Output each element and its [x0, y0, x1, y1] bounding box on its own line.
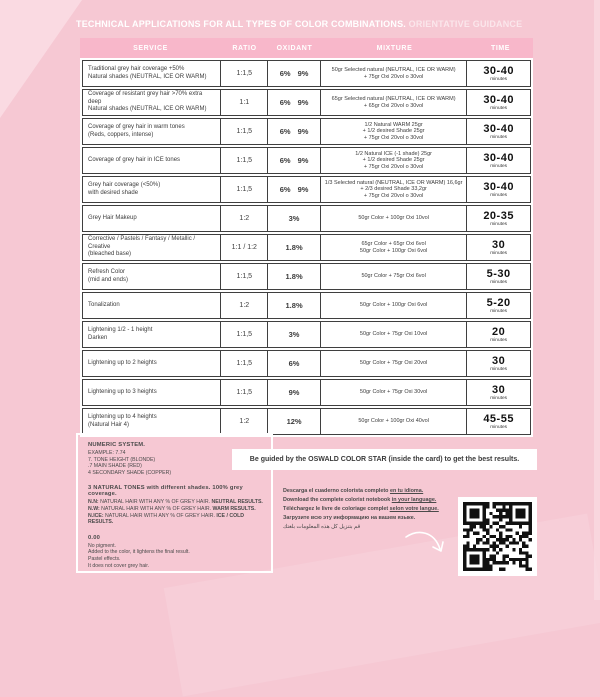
zero-pigment-line: It does not cover grey hair. — [88, 562, 150, 569]
ratio-cell: 1:2 — [221, 409, 268, 434]
oxidant-cell — [268, 322, 321, 347]
page-title — [76, 19, 546, 29]
oxidant-value: 9% — [297, 127, 309, 136]
service-text: (bleached base) — [88, 251, 132, 258]
time-cell — [467, 322, 530, 347]
download-line: قم بتنزيل كل هذه المعلومات بلغتك — [283, 524, 361, 530]
time-unit: minutes — [490, 250, 508, 256]
service-cell — [83, 351, 221, 376]
numeric-system-heading: NUMERIC SYSTEM. — [88, 442, 146, 448]
mixture-text: 1/3 Selected natural (NEUTRAL, ICE OR WARM) 16,6gr — [324, 179, 463, 186]
page-title-main: TECHNICAL APPLICATIONS FOR ALL TYPES OF COLOR COMBINATIONS. — [76, 19, 406, 29]
numeric-system-line: .7 MAIN SHADE (RED) — [88, 463, 142, 470]
table-row — [82, 205, 531, 232]
oxidant-cell — [268, 351, 321, 376]
table-row — [82, 350, 531, 377]
oxidant-value: 1.8% — [285, 243, 303, 252]
mixture-text: + 1/2 desired Shade 25gr — [362, 128, 425, 135]
time-unit: minutes — [490, 308, 508, 314]
time-value: 20 — [492, 325, 506, 338]
ratio-cell: 1:1,5 — [221, 148, 268, 173]
natural-tones-lines — [88, 499, 265, 525]
oxidant-value: 3% — [288, 330, 300, 339]
ratio-cell: 1:1 — [221, 90, 268, 115]
service-cell — [83, 90, 221, 115]
service-text: Coverage of grey hair in warm tones — [88, 124, 185, 130]
mixture-text: 50gr Color + 100gr Oxi 10vol — [358, 215, 429, 222]
oxidant-value: 6% — [279, 69, 291, 78]
oxidant-cell — [268, 264, 321, 289]
service-text: Natural shades (NEUTRAL, ICE OR WARM) — [88, 73, 207, 80]
time-cell — [467, 380, 530, 405]
ratio-cell: 1:1,5 — [221, 177, 268, 202]
mixture-text: 50gr Color + 75gr Oxi 20vol — [359, 360, 428, 367]
time-cell — [467, 148, 530, 173]
mixture-text: + 2/3 desired Shade 33,2gr — [360, 186, 427, 193]
oxidant-value: 9% — [297, 69, 309, 78]
time-unit: minutes — [490, 337, 508, 343]
natural-tones-heading: 3 NATURAL TONES with different shades. 100% grey coverage. — [88, 485, 243, 498]
service-text: (Natural Hair 4) — [88, 421, 130, 428]
ratio-cell: 1:1,5 — [221, 380, 268, 405]
time-cell — [467, 351, 530, 376]
ratio-cell: 1:1,5 — [221, 61, 268, 86]
time-value: 30-40 — [483, 180, 514, 193]
oxidant-cell — [268, 148, 321, 173]
numeric-system-line: 7. TONE HEIGHT (BLONDE) — [88, 456, 156, 463]
time-cell — [467, 177, 530, 202]
numeric-system-line: 4 SECONDARY SHADE (COPPER) — [88, 469, 172, 476]
mixture-cell — [321, 235, 467, 260]
table-row — [82, 60, 531, 87]
time-unit: minutes — [490, 395, 508, 401]
oxidant-value: 6% — [279, 156, 291, 165]
service-cell — [83, 409, 221, 434]
mixture-cell — [321, 351, 467, 376]
time-value: 30-40 — [483, 93, 514, 106]
numeric-system-line: EXAMPLE: 7.74 — [88, 450, 126, 456]
mixture-cell — [321, 322, 467, 347]
time-unit: minutes — [490, 163, 508, 169]
mixture-text: + 75gr Oxi 20vol o 30vol — [363, 163, 424, 170]
time-cell — [467, 206, 530, 231]
mixture-cell — [321, 61, 467, 86]
time-unit: minutes — [490, 221, 508, 227]
service-text: with desired shade — [88, 189, 139, 196]
ratio-cell: 1:1,5 — [221, 351, 268, 376]
mixture-text: 1/2 Natural WARM 25gr — [364, 121, 423, 128]
table-row — [82, 176, 531, 203]
ratio-cell: 1:2 — [221, 293, 268, 318]
table-row — [82, 292, 531, 319]
zero-pigment-line: Pastel effects. — [88, 555, 121, 562]
table-row — [82, 379, 531, 406]
oxidant-value: 1.8% — [285, 301, 303, 310]
time-cell — [467, 90, 530, 115]
service-cell — [83, 264, 221, 289]
natural-tone-line: N.ICE: NATURAL HAIR WITH ANY % OF GREY HAIR. ICE / COLD RESULTS. — [88, 512, 245, 526]
mixture-text: 50gr Selected natural (NEUTRAL, ICE OR WARM) — [331, 67, 456, 73]
download-instructions — [283, 487, 455, 532]
service-text: Refresh Color — [88, 269, 126, 275]
time-unit: minutes — [490, 424, 508, 430]
time-value: 30 — [492, 354, 506, 367]
ribbon-decoration-right — [594, 0, 600, 600]
time-unit: minutes — [490, 366, 508, 372]
mixture-text: + 75gr Oxi 20vol o 30vol — [363, 192, 424, 199]
ribbon-decoration-top-left — [0, 0, 82, 118]
oxidant-value: 9% — [297, 156, 309, 165]
ratio-cell: 1:1,5 — [221, 322, 268, 347]
table-row — [82, 89, 531, 116]
oxidant-cell — [268, 119, 321, 144]
service-text: (Reds, coppers, intense) — [88, 131, 154, 138]
service-cell — [83, 61, 221, 86]
download-line: Descarga el cuaderno colorista completo en tu idioma. — [283, 488, 424, 494]
service-text: Darken — [88, 334, 108, 341]
service-cell — [83, 235, 221, 260]
mixture-cell — [321, 206, 467, 231]
service-cell — [83, 206, 221, 231]
oxidant-value: 9% — [297, 185, 309, 194]
mixture-text: 50gr Color + 75gr Oxi 10vol — [359, 331, 428, 338]
ratio-cell: 1:1,5 — [221, 119, 268, 144]
oxidant-value: 9% — [297, 98, 309, 107]
column-header-ratio: RATIO — [232, 44, 257, 52]
oxidant-cell — [268, 293, 321, 318]
service-text: Tonalization — [88, 301, 120, 308]
download-line: Загрузите всю эту информацию на вашем языке. — [283, 515, 416, 521]
mixture-text: 1/2 Natural ICE (-1 shade) 25gr — [355, 150, 432, 157]
oxidant-cell — [268, 61, 321, 86]
service-text: Lightening up to 3 heights — [88, 388, 157, 395]
mixture-cell — [321, 148, 467, 173]
table-row — [82, 234, 531, 261]
curved-arrow-icon — [400, 527, 452, 565]
mixture-text: 50gr Color + 100gr Oxi 6vol — [359, 247, 428, 254]
service-text: Corrective / Pastels / Fantasy / Metallic / Creative — [88, 236, 196, 250]
table-header-row — [80, 38, 533, 58]
service-text: Lightening 1/2 - 1 height — [88, 327, 153, 333]
service-cell — [83, 148, 221, 173]
mixture-text: 65gr Selected natural (NEUTRAL, ICE OR WARM) — [331, 96, 456, 102]
time-value: 30-40 — [483, 122, 514, 135]
table-row — [82, 118, 531, 145]
qr-code — [458, 497, 537, 576]
natural-tone-line: N.W: NATURAL HAIR WITH ANY % OF GREY HAIR. WARM RESULTS. — [88, 505, 256, 512]
zero-pigment-line: No pigment. — [88, 542, 116, 549]
time-value: 45-55 — [483, 412, 514, 425]
ratio-cell: 1:1,5 — [221, 264, 268, 289]
oxidant-value: 6% — [279, 98, 291, 107]
column-header-time: TIME — [490, 44, 511, 52]
mixture-cell — [321, 90, 467, 115]
oxidant-cell — [268, 177, 321, 202]
service-text: Grey Hair Makeup — [88, 214, 137, 221]
time-cell — [467, 293, 530, 318]
time-unit: minutes — [490, 76, 508, 82]
download-line: Téléchargez le livre de coloriage complet selon votre langue. — [283, 506, 439, 512]
mixture-text: 50gr Color + 75gr Oxi 30vol — [359, 389, 428, 396]
service-text: Lightening up to 2 heights — [88, 359, 157, 366]
ratio-cell: 1:2 — [221, 206, 268, 231]
zero-pigment-lines — [88, 543, 265, 569]
oxidant-value: 6% — [279, 127, 291, 136]
time-value: 30 — [492, 383, 506, 396]
zero-pigment-line: Added to the color, it lightens the final result. — [88, 549, 190, 556]
mixture-text: 65gr Color + 65gr Oxi 6vol — [361, 241, 426, 247]
page-title-sub: ORIENTATIVE GUIDANCE — [405, 19, 523, 29]
service-cell — [83, 119, 221, 144]
oxidant-value: 6% — [279, 185, 291, 194]
time-value: 20-35 — [483, 209, 514, 222]
mixture-text: 50gr Color + 75gr Oxi 6vol — [361, 273, 426, 280]
mixture-cell — [321, 409, 467, 434]
mixture-text: 50gr Color + 100gr Oxi 40vol — [358, 418, 429, 425]
zero-pigment-heading: 0.00 — [88, 534, 101, 541]
time-unit: minutes — [490, 192, 508, 198]
oxidant-cell — [268, 235, 321, 260]
service-cell — [83, 322, 221, 347]
time-value: 5-30 — [486, 267, 511, 280]
table-body — [80, 58, 533, 437]
mixture-cell — [321, 380, 467, 405]
time-value: 30-40 — [483, 64, 514, 77]
time-unit: minutes — [490, 134, 508, 140]
service-text: Coverage of resistant grey hair >70% extra deep — [88, 91, 203, 105]
mixture-cell — [321, 264, 467, 289]
column-header-service: SERVICE — [133, 44, 168, 52]
time-cell — [467, 61, 530, 86]
service-text: Grey hair coverage (<50%) — [88, 182, 161, 188]
natural-tone-line: N.N: NATURAL HAIR WITH ANY % OF GREY HAIR. NEUTRAL RESULTS. — [88, 499, 263, 506]
oxidant-cell — [268, 409, 321, 434]
service-cell — [83, 293, 221, 318]
oxidant-cell — [268, 380, 321, 405]
oxidant-cell — [268, 90, 321, 115]
mixture-cell — [321, 177, 467, 202]
oswald-color-star-banner: Be guided by the OSWALD COLOR STAR (inside the card) to get the best results. — [232, 449, 537, 470]
table-row — [82, 408, 531, 435]
oxidant-value: 1.8% — [285, 272, 303, 281]
service-text: Coverage of grey hair in ICE tones — [88, 156, 181, 163]
mixture-text: + 75gr Oxi 20vol o 30vol — [363, 73, 424, 80]
time-unit: minutes — [490, 279, 508, 285]
service-text: Natural shades (NEUTRAL, ICE OR WARM) — [88, 106, 207, 113]
mixture-cell — [321, 119, 467, 144]
service-text: Lightening up to 4 heights — [88, 414, 157, 420]
service-text: Traditional grey hair coverage +50% — [88, 66, 185, 72]
oxidant-value: 3% — [288, 214, 300, 223]
oxidant-value: 6% — [288, 359, 300, 368]
service-cell — [83, 177, 221, 202]
time-value: 30 — [492, 238, 506, 251]
mixture-text: 50gr Color + 100gr Oxi 6vol — [359, 302, 428, 309]
table-row — [82, 321, 531, 348]
service-text: (mid and ends) — [88, 276, 129, 283]
time-value: 5-20 — [486, 296, 511, 309]
service-cell — [83, 380, 221, 405]
ratio-cell: 1:1 / 1:2 — [221, 235, 268, 260]
applications-table — [80, 38, 533, 437]
column-header-mixture: MIXTURE — [376, 44, 413, 52]
column-header-oxidant: OXIDANT — [276, 44, 313, 52]
time-cell — [467, 119, 530, 144]
time-cell — [467, 409, 530, 434]
mixture-cell — [321, 293, 467, 318]
time-cell — [467, 235, 530, 260]
time-cell — [467, 264, 530, 289]
mixture-text: + 1/2 desired Shade 25gr — [362, 157, 425, 164]
time-unit: minutes — [490, 105, 508, 111]
table-row — [82, 147, 531, 174]
download-line: Download the complete colorist notebook in your language. — [283, 497, 437, 503]
time-value: 30-40 — [483, 151, 514, 164]
oxidant-value: 9% — [288, 388, 300, 397]
oxidant-value: 12% — [286, 417, 302, 426]
table-row — [82, 263, 531, 290]
mixture-text: + 75gr Oxi 20vol o 30vol — [363, 134, 424, 141]
oxidant-cell — [268, 206, 321, 231]
mixture-text: + 65gr Oxi 20vol o 30vol — [363, 102, 424, 109]
